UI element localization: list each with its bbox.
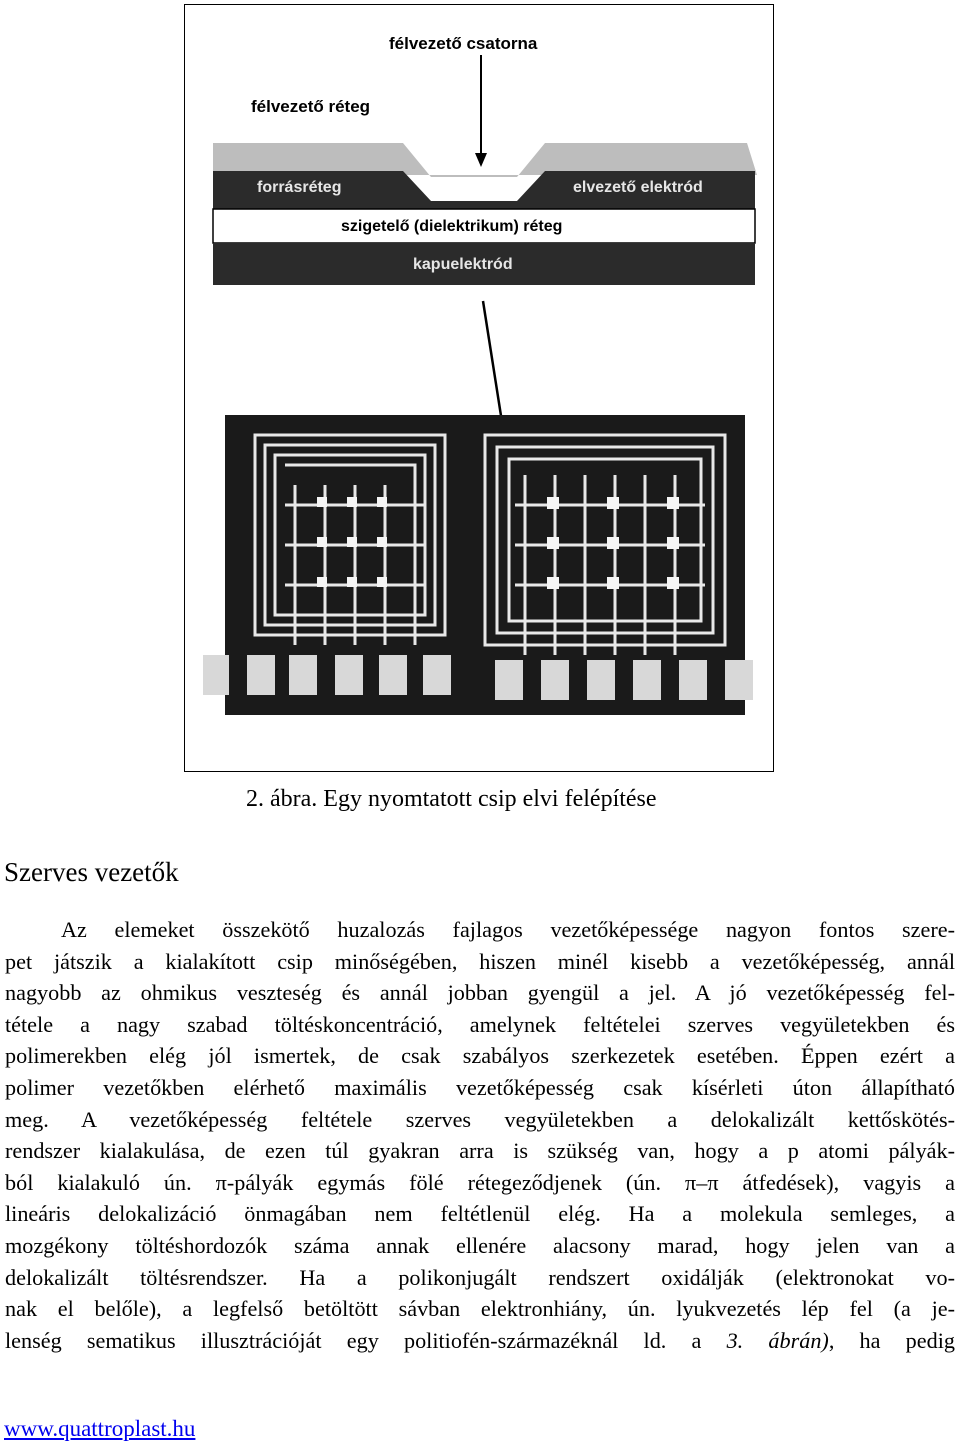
- footer-website-link[interactable]: www.quattroplast.hu: [4, 1416, 196, 1441]
- paragraph-last-line: [5, 1325, 955, 1357]
- figure-reference: 3. ábrán): [726, 1327, 829, 1353]
- drain-label: elvezető elektród: [573, 179, 703, 196]
- paragraph-line: polimer vezetőkben elérhető maximális vezetőképesség csak kísérleti úton állapítható: [5, 1074, 955, 1100]
- paragraph-line: polimerekben elég jól ismertek, de csak szabályos szerkezetek esetében. Éppen ezért a: [5, 1043, 955, 1069]
- paragraph-line: mozgékony töltéshordozók száma annak ellenére alacsony marad, hogy jelen van a: [5, 1232, 955, 1258]
- paragraph-line: meg. A vezetőképesség feltétele szerves vegyületekben a delokalizált kettőskötés-: [5, 1106, 955, 1132]
- gate-label: kapuelektród: [413, 256, 513, 273]
- dielectric-label: szigetelő (dielektrikum) réteg: [341, 218, 563, 235]
- paragraph-line: nagyobb az ohmikus veszteség és annál jobban gyengül a jel. A jó vezetőképesség fel-: [5, 980, 955, 1006]
- last-line-text: lenség sematikus illusztrációját egy politiofén-származéknál ld. a: [5, 1327, 727, 1353]
- channel-label: félvezető csatorna: [389, 34, 538, 53]
- paragraph-line: nak el belőle), a legfelső betöltött sávban elektronhiány, ún. lyukvezetés lép fel (a je-: [5, 1296, 955, 1322]
- channel-arrow-head: [475, 153, 487, 167]
- paragraph-line: pet játszik a kialakított csip minőségében, hiszen minél kisebb a vezetőképesség, annál: [5, 948, 955, 974]
- transistor-diagram: [185, 5, 775, 773]
- paragraph-line: lineáris delokalizáció önmagában nem feltétlenül elég. Ha a molekula semleges, a: [5, 1201, 955, 1227]
- figure-frame: [184, 4, 774, 772]
- semiconductor-layer-label: félvezető réteg: [251, 97, 371, 116]
- paragraph-line: ból kialakuló ún. π-pályák egymás fölé rétegeződjenek (ún. π–π átfedések), vagyis a: [5, 1169, 955, 1195]
- paragraph-line: tétele a nagy szabad töltéskoncentráció, amelynek feltételei szerves vegyületekben és: [5, 1011, 955, 1037]
- source-label: forrásréteg: [257, 179, 342, 196]
- section-heading: Szerves vezetők: [4, 857, 179, 887]
- paragraph-line: Az elemeket összekötő huzalozás fajlagos vezetőképessége nagyon fontos szere-: [61, 917, 955, 942]
- body-paragraph: [5, 914, 955, 1356]
- paragraph-line: rendszer kialakulása, de ezen túl gyakran arra is szükség van, hogy a p atomi pályák-: [5, 1138, 955, 1164]
- figure-caption: 2. ábra. Egy nyomtatott csip elvi felépítése: [246, 786, 657, 812]
- last-line-tail: , ha pedig: [828, 1327, 955, 1353]
- paragraph-line: delokalizált töltésrendszer. Ha a polikonjugált rendszert oxidálják (elektronokat vo-: [5, 1264, 955, 1290]
